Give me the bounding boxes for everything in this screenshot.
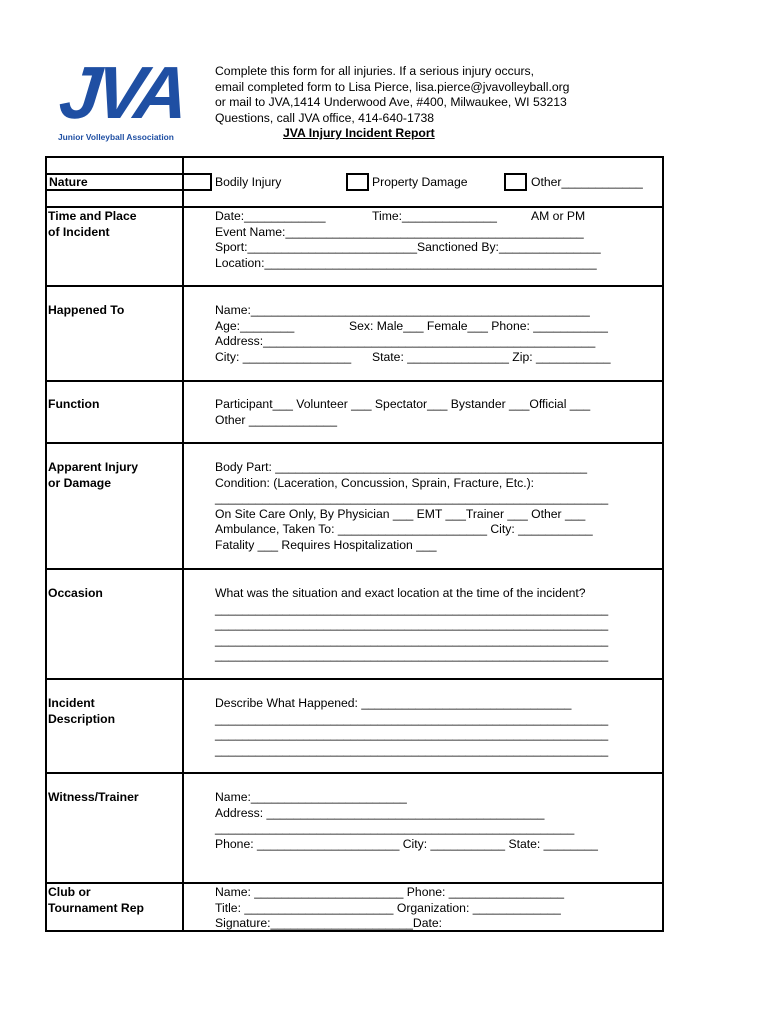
description-line[interactable]: __________________________________________________________ <box>215 727 609 741</box>
description-line[interactable]: __________________________________________________________ <box>215 711 609 726</box>
location-field[interactable]: Location:_________________________________________________ <box>215 255 597 270</box>
sex-phone-field[interactable]: Sex: Male___ Female___ Phone: ___________ <box>349 318 608 333</box>
describe-prompt[interactable]: Describe What Happened: _______________________________ <box>215 696 572 710</box>
age-field[interactable]: Age:________ <box>215 318 295 333</box>
row-divider <box>45 772 664 774</box>
ambulance-field[interactable]: Ambulance, Taken To: ______________________ City: ___________ <box>215 522 593 536</box>
injured-city-field[interactable]: City: ________________ <box>215 349 352 364</box>
other-option: Other____________ <box>531 175 643 189</box>
care-field[interactable]: On Site Care Only, By Physician ___ EMT ___Trainer ___ Other ___ <box>215 506 586 521</box>
occasion-label: Occasion <box>48 586 103 600</box>
form-title: JVA Injury Incident Report <box>283 126 435 140</box>
occasion-line[interactable]: __________________________________________________________ <box>215 617 609 631</box>
club-label-2: Tournament Rep <box>48 901 144 915</box>
time-place-label-2: of Incident <box>48 225 110 239</box>
description-label-2: Description <box>48 712 116 726</box>
occasion-question: What was the situation and exact location at the time of the incident? <box>215 586 586 600</box>
description-line[interactable]: __________________________________________________________ <box>215 742 609 757</box>
property-damage-option: Property Damage <box>372 175 468 189</box>
nature-label: Nature <box>49 175 88 189</box>
injury-label-2: or Damage <box>48 476 111 490</box>
witness-label: Witness/Trainer <box>48 790 139 804</box>
happened-to-label: Happened To <box>48 303 125 317</box>
witness-address-blank[interactable]: _____________________________________________________ <box>215 821 575 835</box>
property-damage-checkbox[interactable] <box>346 173 369 191</box>
row-divider <box>45 442 664 444</box>
bodily-injury-option: Bodily Injury <box>215 175 282 189</box>
time-field[interactable]: Time:______________ <box>372 209 497 223</box>
condition-field: Condition: (Laceration, Concussion, Sprain, Fracture, Etc.): <box>215 475 535 490</box>
function-other[interactable]: Other _____________ <box>215 412 337 427</box>
time-place-label-1: Time and Place <box>48 209 137 223</box>
row-divider <box>45 882 664 884</box>
row-divider <box>45 206 664 208</box>
function-roles[interactable]: Participant___ Volunteer ___ Spectator___ Bystander ___Official ___ <box>215 397 591 411</box>
row-divider <box>45 285 664 287</box>
instructions-line-1: Complete this form for all injuries. If a serious injury occurs, <box>215 64 535 78</box>
date-field[interactable]: Date:____________ <box>215 209 326 223</box>
club-label-1: Club or <box>48 885 91 899</box>
rep-title-field[interactable]: Title: ______________________ Organization: _____________ <box>215 900 561 915</box>
witness-name-field[interactable]: Name:_______________________ <box>215 790 407 804</box>
fatality-field[interactable]: Fatality ___ Requires Hospitalization ___ <box>215 537 437 552</box>
occasion-line[interactable]: __________________________________________________________ <box>215 601 609 616</box>
function-label: Function <box>48 397 100 411</box>
state-zip-field[interactable]: State: _______________ Zip: ___________ <box>372 349 611 364</box>
description-label-1: Incident <box>48 696 95 710</box>
column-divider <box>182 156 184 932</box>
event-name-field[interactable]: Event Name:____________________________________________ <box>215 224 584 239</box>
other-checkbox[interactable] <box>504 173 527 191</box>
am-pm-field[interactable]: AM or PM <box>531 209 586 223</box>
rep-signature-field[interactable]: Signature:_____________________Date: <box>215 916 443 930</box>
sport-field[interactable]: Sport:_________________________Sanctioned By:_______________ <box>215 240 601 254</box>
injured-name-field[interactable]: Name:__________________________________________________ <box>215 303 590 317</box>
condition-blank[interactable]: __________________________________________________________ <box>215 491 609 505</box>
logo-subtitle: Junior Volleyball Association <box>58 132 174 142</box>
occasion-line[interactable]: __________________________________________________________ <box>215 632 609 647</box>
body-part-field[interactable]: Body Part: ______________________________________________ <box>215 460 588 474</box>
instructions-line-4: Questions, call JVA office, 414-640-1738 <box>215 110 435 125</box>
row-divider <box>45 380 664 382</box>
row-divider <box>45 678 664 680</box>
witness-address-field[interactable]: Address: _________________________________________ <box>215 805 545 820</box>
occasion-line[interactable]: __________________________________________________________ <box>215 648 609 662</box>
instructions-line-2: email completed form to Lisa Pierce, lisa.pierce@jvavolleyball.org <box>215 79 570 94</box>
bodily-injury-checkbox[interactable] <box>182 173 212 191</box>
injury-label-1: Apparent Injury <box>48 460 139 474</box>
injured-address-field[interactable]: Address:_________________________________________________ <box>215 334 596 348</box>
rep-name-field[interactable]: Name: ______________________ Phone: _________________ <box>215 885 565 899</box>
logo-letters: JVA <box>55 51 188 134</box>
row-divider <box>45 568 664 570</box>
jva-logo <box>55 51 198 146</box>
witness-phone-field[interactable]: Phone: _____________________ City: ___________ State: ________ <box>215 836 598 851</box>
instructions-line-3: or mail to JVA,1414 Underwood Ave, #400, Milwaukee, WI 53213 <box>215 95 567 109</box>
